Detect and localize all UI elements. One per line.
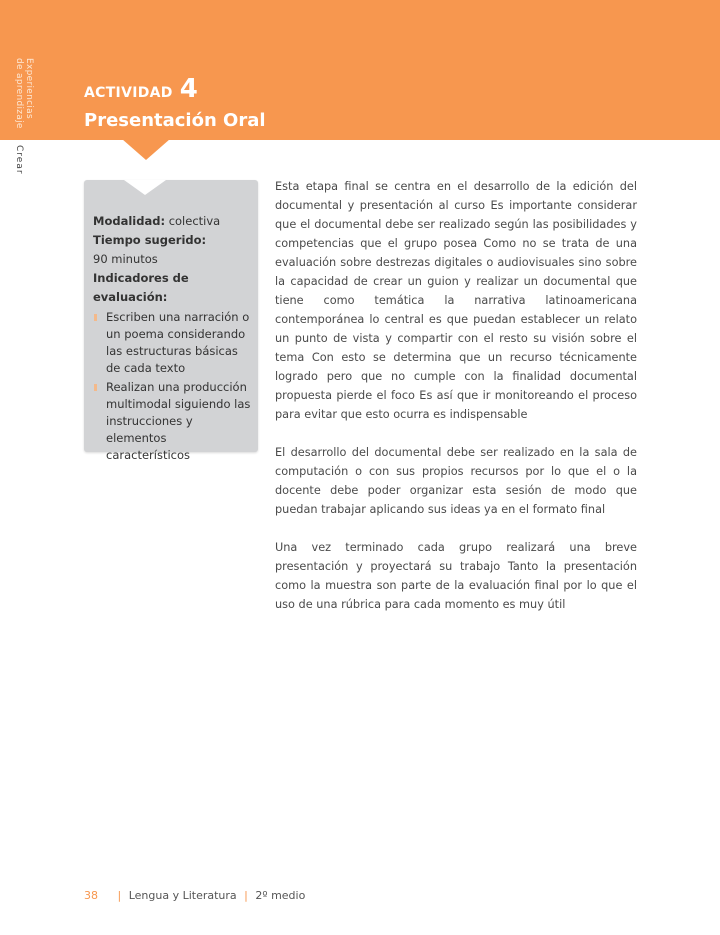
time-label: Tiempo sugerido: [93,233,207,247]
body-paragraph: Una vez terminado cada grupo realizará una breve presentación y proyectará su trabajo Tanto la presentación como la muestra son parte de la evaluación final por lo que el uso de una rúbrica para cada momento es muy útil [275,541,637,611]
page-number: 38 [84,889,98,902]
indicators-list [93,309,253,464]
header-notch [122,139,170,160]
activity-heading [84,74,198,104]
info-box-content [93,212,253,464]
activity-title: Presentación Oral [84,110,266,131]
activity-kicker: ACTIVIDAD [84,85,173,101]
modality-value: colectiva [165,214,221,228]
indicators-label: Indicadores de evaluación: [93,271,189,304]
time-value: 90 minutos [93,252,158,266]
indicator-item: Realizan una producción multimodal siguiendo las instrucciones y elementos característicos [93,379,253,464]
body-paragraph: El desarrollo del documental debe ser realizado en la sala de computación o con sus propios recursos por lo que el o la docente debe poder organizar esta sesión de modo que puedan trabajar aplicando sus ideas ya en el formato final [275,446,637,516]
activity-number: 4 [179,74,198,104]
section-label [14,58,34,129]
bullet-icon [94,314,97,321]
section-label-line2: de aprendizaje [14,58,24,129]
footer-separator: | [244,889,248,902]
body-paragraph: Esta etapa final se centra en el desarrollo de la edición del documental y presentación al curso Es importante considerar que el documental debe ser realizado según las posibilidades y competencias que el grupo posea Como no se trata de una evaluación sobre destrezas digitales o audiovisuales sino sobre la capacidad de crear un guion y realizar un documental que tiene como temática la narrativa latinoamericana contemporánea lo central es que puedan establecer un relato un punto de vista y compartir con el resto su visión sobre el tema Con esto se determina que un recurso técnicamente logrado pero que no cumple con la finalidad documental propuesta pierde el foco Es así que ir monitoreando el proceso para evitar que esto ocurra es indispensable [275,180,637,421]
page-footer [84,889,305,902]
footer-subject: Lengua y Literatura [128,889,237,902]
indicator-item: Escriben una narración o un poema considerando las estructuras básicas de cada texto [93,309,253,377]
footer-level: 2º medio [255,889,306,902]
section-sublabel: Crear [14,145,24,175]
modality-label: Modalidad: [93,214,166,228]
body-text [275,177,637,633]
info-box [84,180,258,462]
section-label-line1: Experiencias [24,58,34,119]
bullet-icon [94,384,97,391]
info-box-notch [124,180,166,195]
footer-separator: | [117,889,122,902]
modality-row [93,212,253,231]
